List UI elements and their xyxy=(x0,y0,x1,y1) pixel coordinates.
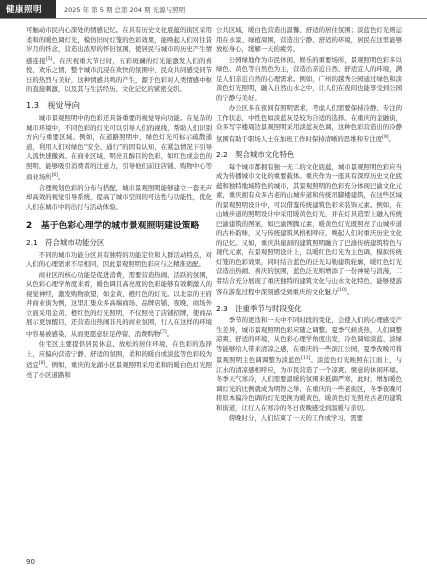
left-column xyxy=(26,26,212,382)
page-header xyxy=(0,0,427,18)
reference: [6] xyxy=(51,173,58,179)
text: 。 xyxy=(57,173,65,182)
text: 季节的更迭和一天中不同时段的变化，会使人们的心理感受产生差异，城市景观照明色彩应随之调整。夏季气候炎热，人们调整凉爽、舒适的环境，从色彩心理学角度出发，冷色调如淡蓝、淡绿等能够给人带来清凉之感，在重庆的一些滨江公园，夏季夜晚可将景观照明主色调调整为淡蓝色 xyxy=(216,316,402,365)
journal-name: 健康照明 xyxy=(6,5,43,15)
section-heading: 2.3 注重季节与时段变化 xyxy=(216,303,302,313)
reference: [8] xyxy=(38,361,46,367)
page-number: 90 xyxy=(26,558,35,566)
section-heading: 2.2 契合城市文化特色 xyxy=(216,150,295,160)
journal-tab xyxy=(0,0,56,18)
reference: [11] xyxy=(301,356,311,362)
paragraph xyxy=(216,163,402,298)
reference: [7] xyxy=(160,329,167,335)
reference: [5] xyxy=(45,56,53,62)
text: 每个城市都拥有独一无二的文化底蕴，城市景观照明色彩应当成为传播城市文化的重要载体。重庆作为一座具有深厚历史文化底蕴和独特地域特色的城市，其景观照明的色彩充分体现巴渝文化元素，重庆拥有众多古老的山城步道和传统吊脚楼建筑，在这些区域的景观照明设计中，可以借鉴传统建筑色彩来装饰元素。例如，在山城步道的照明设计中采用暖黄色灯光，并在灯具造型上融入传统巴渝建筑的图案，如巴渝图腾元素，暖黄色灯光既照亮了山城步道的古朴韵味，又与传统建筑风格相呼应，唤起人们对重庆历史文化的记忆。又如，重庆洪崖洞的建筑照明融合了巴渝传统建筑特色与现代元素，在景观照明设计上，以暖红色灯光为主色调，模拟传统灯笼的色彩效果，同时结合蓝色的泛光勾勒建筑轮廓，暖红色灯光营造出热闹、喜庆的氛围，蓝色泛光则增添了一份神秘与浪漫，二者结合充分展现了重庆独特的建筑文化与山水文化特色，能够使游客在游览过程中深刻感受到重庆的文化魅力 xyxy=(216,162,402,297)
reference: [10] xyxy=(337,288,347,294)
right-column xyxy=(216,26,402,425)
paragraph xyxy=(26,340,212,380)
paragraph: 公园绿地作为市民休闲、娱乐的重要场所，景观照明色彩多以绿色、黄色等自然色为主，营造出亲近自然、舒适宜人的环境，满足人们亲近自然的心理需求。例如，广州的越秀公园通过绿色和淡黄色灯光照明，融入自然山水之中，让人们在夜间也能享受到公园的宁静与美好。 xyxy=(216,55,402,102)
paragraph xyxy=(26,271,212,340)
text: 城市景观照明中的色彩还具备重要的视觉导向功能。在复杂的城市环境中，不同色彩的灯光可以引导人们的视线，帮助人们识别方向与重要区域。例如，在道路照明中，绿色灯光可标示疏散通道，利用人们对绿色“安全、通行”的固有认知，在紧急情况下引导人流快速撤离。在商业区域，明亮且醇目的色彩，如红色或金色的照明，能够吸引消费者的注意力，引导他们前往店铺、购物中心等商业场所 xyxy=(26,114,212,182)
text: 。例如，重庆的龙湖小区景观照明采用柔和的暖白色灯光照亮了小区道路和 xyxy=(26,361,213,379)
text: 住宅区主要提供居民休息、放松的居住环境，在色彩的选择上，应偏向营造宁静、舒适的氛围，柔和的暖白或淡蓝等色彩较为适宜 xyxy=(26,340,212,370)
paragraph xyxy=(26,26,212,95)
paragraph xyxy=(216,316,402,413)
paragraph xyxy=(26,114,212,183)
paragraph: 合理规划色彩的分布与搭配，城市景观照明能够建立一套无声却高效的视觉引导系统，提高了城市空间的可达性与功能性，优化人们在城市中的出行与活动体验。 xyxy=(26,183,212,211)
paragraph: 公共区域，暖白色营造出温馨、舒适的居住氛围；淡蓝色灯光则运用在水景、绿植周围，营造出宁静、舒适的环境，居民在这里能够放松身心，缓解一天的疲劳。 xyxy=(216,26,402,53)
reference: [9] xyxy=(382,134,389,140)
text: 办公区多在夜间有照明需求，考虑人们需要保持冷静、专注的工作状态，中性色如淡蓝灰是较为合适的选择。在重庆的金融街，众多写字楼周边景观照明采用淡蓝灰色调，这种色彩营造出的冷静氛围有助于职场人士在加班工作时保持清晰的思维和专注度 xyxy=(216,104,402,143)
text: 。淡蓝色灯光映照在江面上，与江水的清凉感相呼应，为市民营造了一个凉爽、惬意的休闲环境。冬季天气寒冷，人们需要温暖的氛围来抵御严寒，此时，增加暖色调灯光的比例就成为明智之举，在重庆的一些老街区，冬季夜晚可将原本偏冷色调的灯光更换为暖黄色，暖黄色灯光照亮古老的建筑和街道，让行人在寒冷的冬日夜晚感受到温暖与亲切。 xyxy=(216,356,403,412)
header-rule xyxy=(0,18,427,19)
text: 。 xyxy=(166,329,173,338)
text: 。 xyxy=(388,134,395,143)
text: 商业区的核心功能是促进消费，需要营造热闹、活跃的氛围，从色彩心理学角度来看，暖色调且高亮度的色彩能够有效刺激人的视觉神经，激发购物欲望，如金黄、橙红色的灯光。以北京的王府井商业街为例，这里汇集众多高端商场、品牌店铺、夜晚，商场外立面采用金黄、橙红色的灯光照明，不仅照亮了店铺招牌，使商品展示更加醒目，还营造出热闹非凡的商业氛围，行人在这样的环境中容易被感染，从而更愿意驻足停留，消费购物 xyxy=(26,270,212,338)
section-heading: 2.1 符合城市功能分区 xyxy=(26,238,105,248)
chapter-heading: 2 基于色彩心理学的城市景观照明建设策略 xyxy=(26,221,200,232)
text: 。 xyxy=(346,288,354,297)
paragraph: 不同的城市功能分区具有独特的功能定位和人群活动特点，对人们的心理需求不尽相同，因此景观照明色彩应与之精准适配。 xyxy=(26,250,212,269)
section-heading: 1.3 视觉导向 xyxy=(26,99,80,110)
issue-info: 2025 年 第 5 期 总第 204 期 光源与照明 xyxy=(64,6,186,14)
text: 可触动市民内心深处的情感记忆。在具有历史文化底蕴的街区采用柔和的暖色调灯光，模仿旧时灯笼的色彩效果，能唤起人们对往昔岁月的怀念，营造出浓厚的怀旧氛围，使居民与城市的历史产生情感连接 xyxy=(26,26,212,65)
paragraph xyxy=(216,104,402,144)
text: 。在庆祝重大节日时，五彩斑斓的灯光能激发人们的喜悦、欢乐之情，整个城市沉浸在欢快的氛围中，民众共同感受同节日的热烈与美好，这种情感共鸣的产生，源于色彩对人类情感中枢的直接刺激，以及其与生活经历、文化记忆的紧密交织。 xyxy=(26,56,213,94)
paragraph: 傍晚时分，人们结束了一天的工作或学习，需要 xyxy=(228,414,363,423)
